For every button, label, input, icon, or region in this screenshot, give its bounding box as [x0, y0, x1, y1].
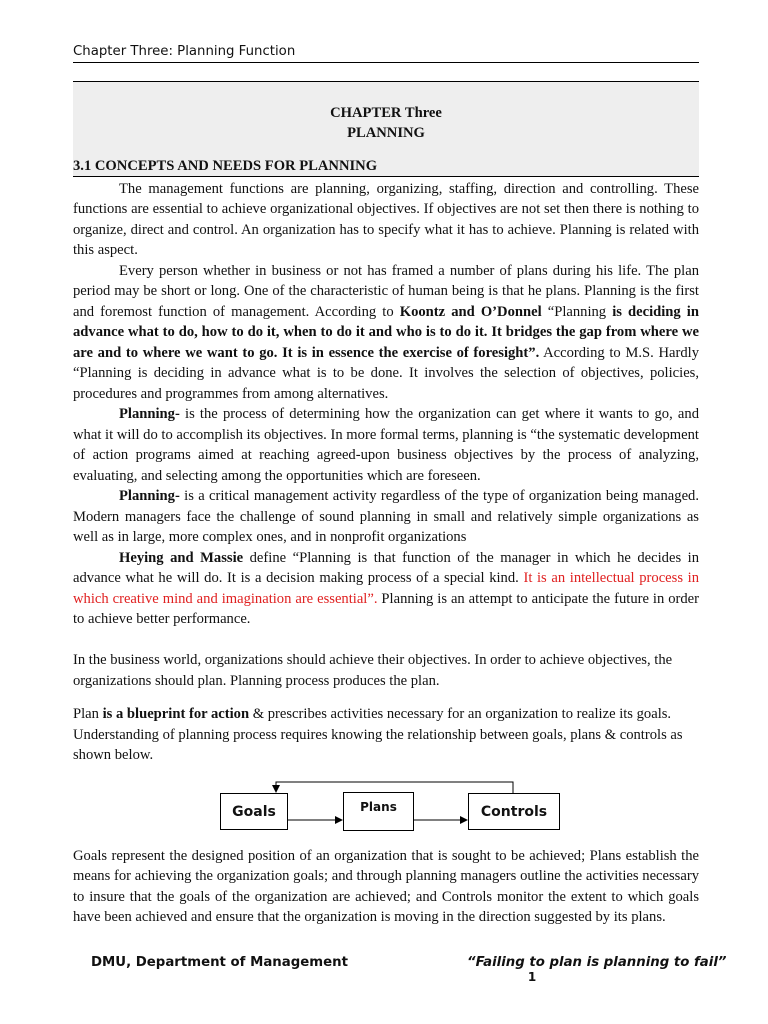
paragraph-1: The management functions are planning, organizing, staffing, direction and controlling. These functions are essential to achieve organizational objectives. If objectives are not set then there is nothing to organize, direct and control. An organization has to specify what it has to achieve. Planning is related with this aspect.	[73, 180, 699, 258]
p2-definition: is deciding in advance what to do, how to do it, when to do it and who is to do it. It bridges the gap from where we are and to where we want to go. It is in essence the exercise of foresight”.	[73, 303, 699, 361]
p4-text: is a critical management activity regardless of the type of organization being managed. Modern managers face the challenge of sound planning in small and relatively simple organizations as well as in large, more complex ones, and in nonprofit organizations	[73, 488, 699, 545]
controls-label: Controls	[480, 803, 548, 820]
paragraph-6: In the business world, organizations should achieve their objectives. In order to achieve objectives, the organizations should plan. Planning process produces the plan.	[73, 652, 673, 689]
header-title: Chapter Three: Planning Function	[73, 44, 296, 59]
p5-highlight: It is an intellectual process in which creative mind and imagination are essential”.	[73, 570, 699, 607]
controls-box	[468, 793, 560, 830]
plans-box	[343, 792, 414, 831]
p3-term: Planning-	[119, 406, 180, 422]
p2-text-e: According to M.S. Hardly “Planning is deciding in advance what is to be done. It involves the selection of objectives, policies, procedures and programmes from among alternatives.	[73, 344, 699, 402]
p5-text-d: Planning is an attempt to anticipate the future in order to achieve better performance.	[73, 590, 699, 627]
p2-text-a: Every person whether in business or not has framed a number of plans during his life. The plan period may be short or long. One of the characteristic of human being is that he plans. Planning is the first and foremost function of management. According to	[73, 262, 699, 320]
goals-label: Goals	[232, 803, 276, 820]
chapter-number: CHAPTER Three	[330, 105, 442, 121]
p7-text-a: Plan	[73, 706, 103, 722]
p5-text-b: define “Planning is that function of the manager in which he decides in advance what he will do. It is a decision making process of a special kind.	[73, 549, 700, 586]
p5-authors: Heying and Massie	[119, 549, 244, 566]
chapter-title: PLANNING	[347, 125, 425, 141]
footer-quote: “Failing to plan is planning to fail”	[467, 955, 727, 970]
p7-text-c: & prescribes activities necessary for an organization to realize its goals. Understanding of planning process requires knowing the relationship between goals, plans & controls as shown below.	[73, 706, 683, 763]
footer-department: DMU, Department of Management	[91, 955, 348, 970]
p7-bold: is a blueprint for action	[102, 706, 250, 722]
page-number: 1	[527, 970, 537, 984]
plans-label: Plans	[360, 800, 397, 814]
p3-text: is the process of determining how the organization can get where it wants to go, and what it will do to accomplish its objectives. In more formal terms, planning is “the systematic development of action programs aimed at reaching agreed-upon business objectives by the process of analyzing, evaluating, and selecting among the opportunities which are foreseen.	[73, 406, 699, 484]
paragraph-8: Goals represent the designed position of an organization that is sought to be achieved; Plans establish the means for achieving the organization goals; and through planning managers outline the activities necessary to insure that the goals of the organization are achieved; and Controls monitor the extent to which goals have been achieved and ensure that the organization is moving in the direction suggested by its plans.	[73, 847, 699, 925]
goals-box	[220, 793, 288, 830]
p4-term: Planning-	[119, 488, 180, 504]
p2-authors: Koontz and O’Donnel	[399, 303, 542, 320]
section-heading: 3.1 CONCEPTS AND NEEDS FOR PLANNING	[73, 157, 699, 177]
p2-text-c: “Planning	[541, 303, 613, 320]
